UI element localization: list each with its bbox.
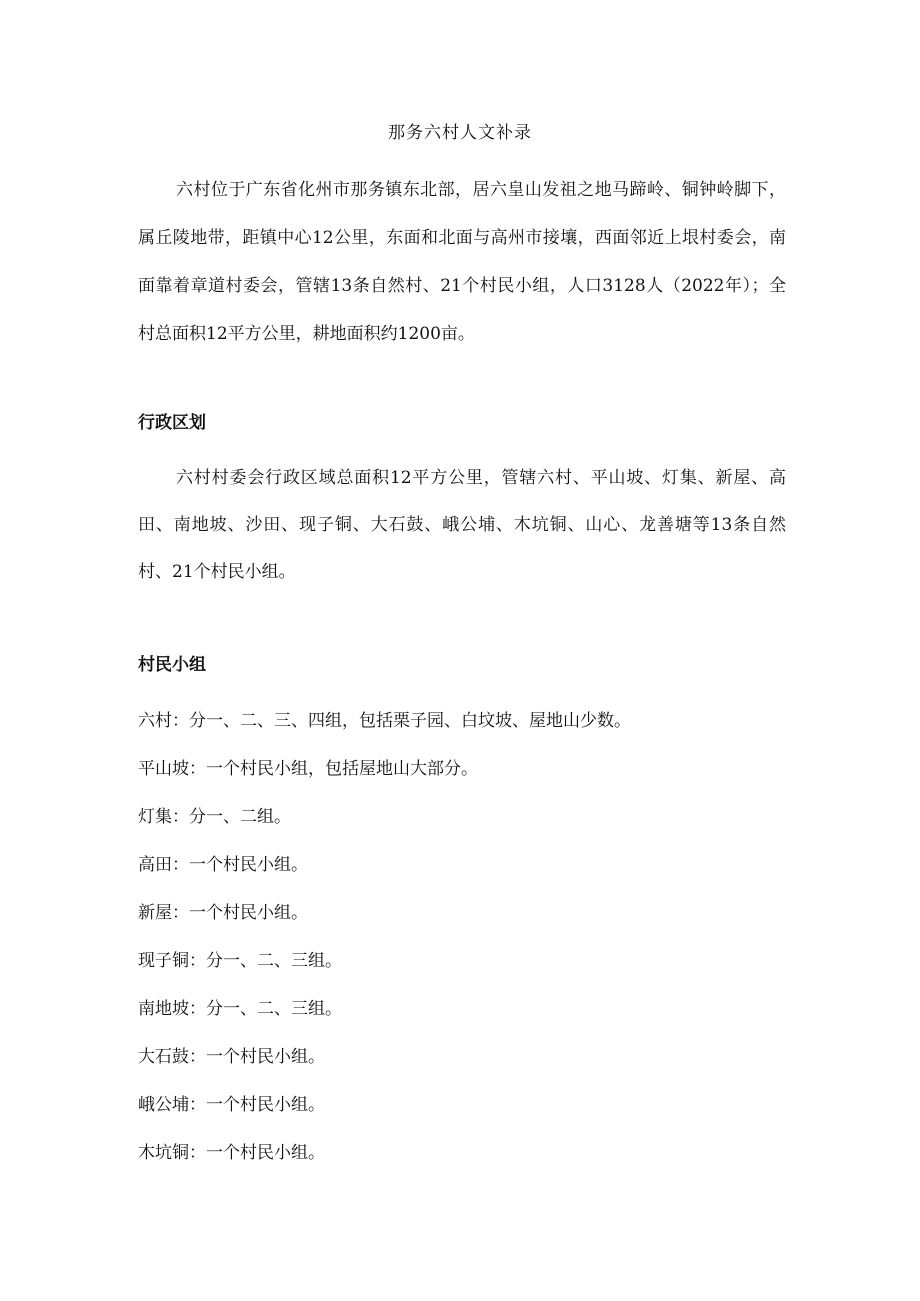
- section-heading-administrative-division: 行政区划: [138, 413, 206, 433]
- list-item: 木坑铜：一个村民小组。: [138, 1143, 325, 1163]
- administrative-division-paragraph: 六村村委会行政区域总面积12平方公里，管辖六村、平山坡、灯集、新屋、高田、南地坡、沙田、现子铜、大石鼓、峨公埔、木坑铜、山心、龙善塘等13条自然村、21个村民小组。: [138, 468, 786, 582]
- villager-group-list: [138, 697, 786, 1177]
- list-item: 南地坡：分一、二、三组。: [138, 999, 342, 1019]
- list-item: 新屋：一个村民小组。: [138, 903, 308, 923]
- list-item: 六村：分一、二、三、四组，包括栗子园、白坟坡、屋地山少数。: [138, 711, 631, 731]
- list-item: 峨公埔：一个村民小组。: [138, 1095, 325, 1115]
- list-item: 平山坡：一个村民小组，包括屋地山大部分。: [138, 759, 478, 779]
- list-item: 大石鼓：一个村民小组。: [138, 1047, 325, 1067]
- section-heading-villager-groups: 村民小组: [138, 655, 206, 675]
- document-title: 那务六村人文补录: [388, 123, 532, 143]
- list-item: 现子铜：分一、二、三组。: [138, 951, 342, 971]
- list-item: 高田：一个村民小组。: [138, 855, 308, 875]
- intro-paragraph: 六村位于广东省化州市那务镇东北部，居六皇山发祖之地马蹄岭、铜钟岭脚下，属丘陵地带，距镇中心12公里，东面和北面与高州市接壤，西面邻近上垠村委会，南面靠着章道村委会，管辖13条自然村、21个村民小组，人口3128人（2022年）；全村总面积12平方公里，耕地面积约1200亩。: [138, 180, 786, 344]
- list-item: 灯集：分一、二组。: [138, 807, 291, 827]
